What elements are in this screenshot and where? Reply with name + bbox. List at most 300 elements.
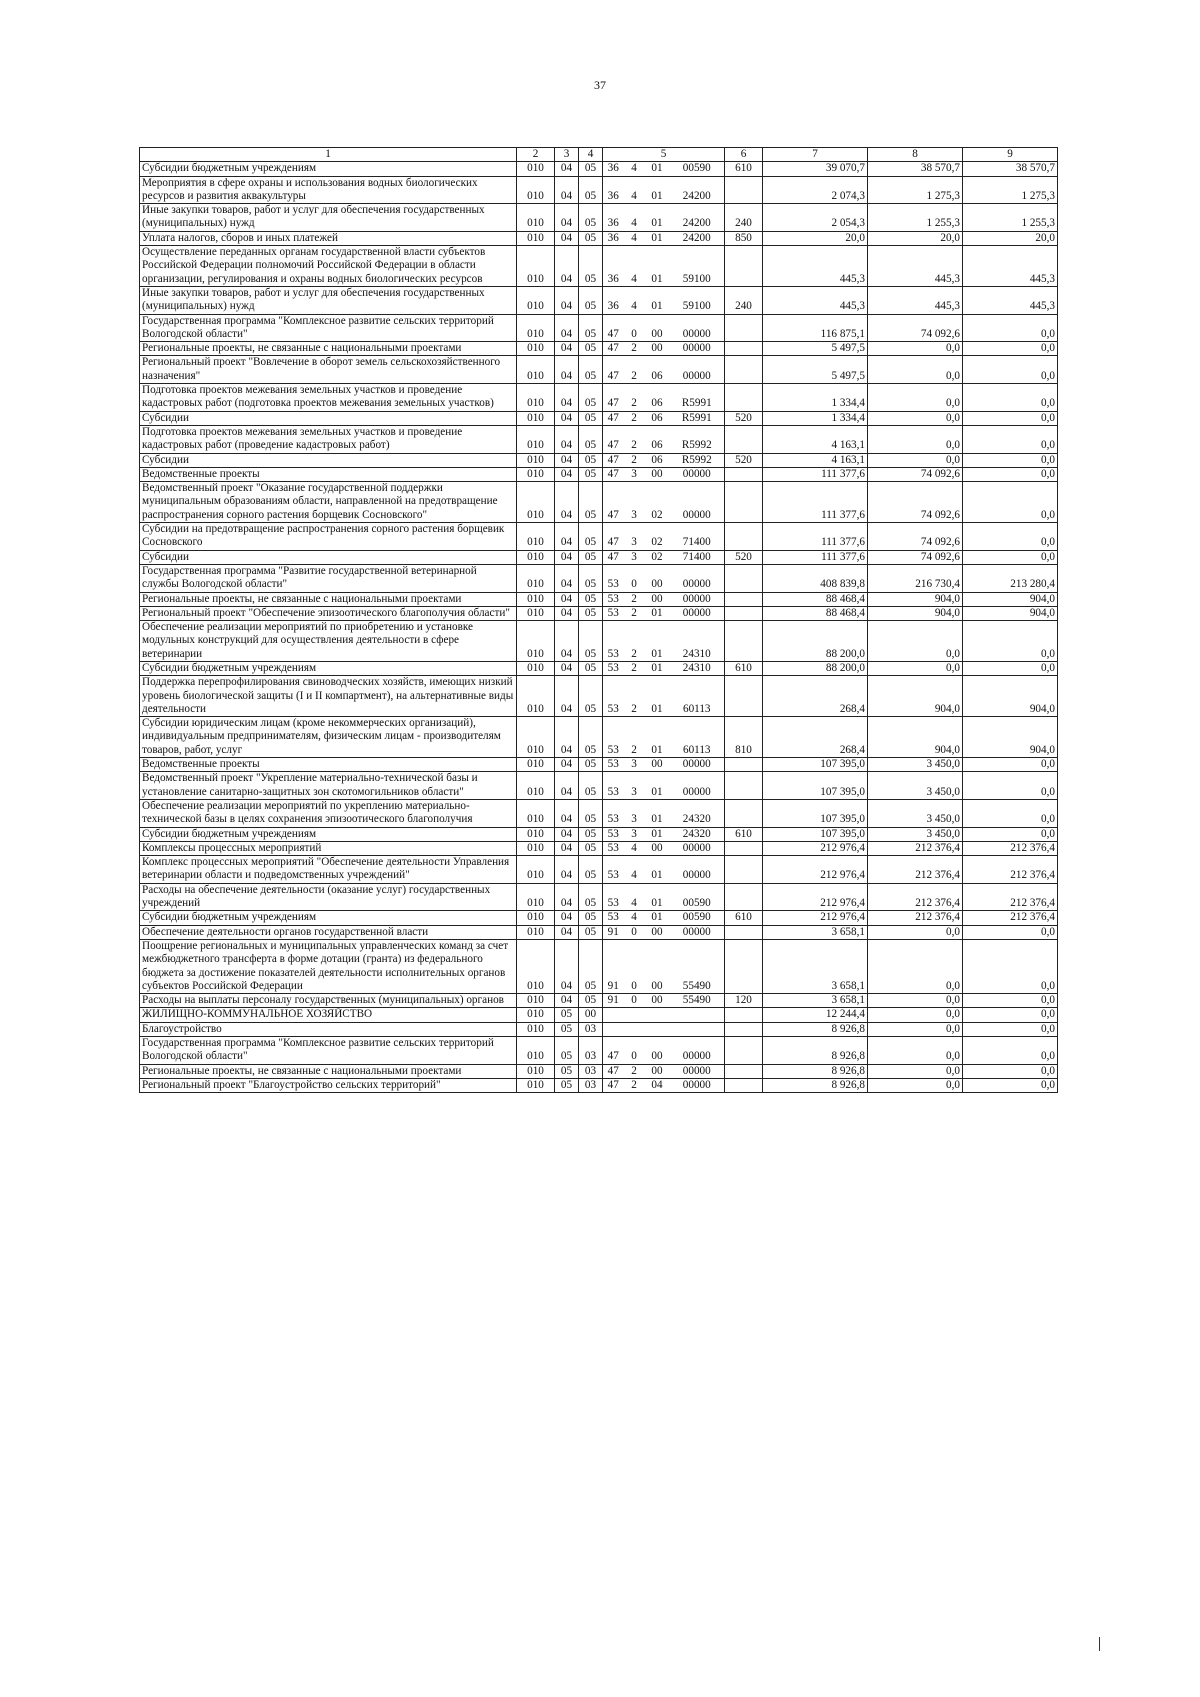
row-code-ministry: 010: [517, 1022, 555, 1036]
row-code-section: 04: [555, 342, 579, 356]
row-value-7: 212 976,4: [763, 911, 868, 925]
row-value-9: 0,0: [963, 1037, 1058, 1065]
row-code-subsection: 05: [579, 799, 603, 827]
row-code-element: 02: [645, 523, 670, 551]
row-value-8: 3 450,0: [868, 799, 963, 827]
row-code-direction: 00000: [670, 342, 725, 356]
row-value-7: 1 334,4: [763, 411, 868, 425]
row-name-cell: Уплата налогов, сборов и иных платежей: [140, 231, 517, 245]
row-code-element: 01: [645, 799, 670, 827]
row-code-type: 2: [624, 621, 645, 662]
row-code-program: 91: [603, 994, 624, 1008]
row-value-9: 0,0: [963, 621, 1058, 662]
col-header-4: 4: [579, 148, 603, 162]
row-name-cell: Иные закупки товаров, работ и услуг для обеспечения государственных (муниципальных) нужд: [140, 204, 517, 232]
row-code-program: 53: [603, 827, 624, 841]
row-code-ministry: 010: [517, 550, 555, 564]
row-code-element: 01: [645, 246, 670, 287]
row-code-ministry: 010: [517, 482, 555, 523]
table-row: [140, 1064, 1058, 1078]
row-code-type: 2: [624, 453, 645, 467]
row-value-7: 8 926,8: [763, 1037, 868, 1065]
row-code-expense-type: [725, 772, 763, 800]
table-row: [140, 799, 1058, 827]
row-code-section: 04: [555, 482, 579, 523]
row-name-cell: Расходы на выплаты персоналу государственных (муниципальных) органов: [140, 994, 517, 1008]
row-code-program: 47: [603, 523, 624, 551]
row-code-subsection: 00: [579, 1008, 603, 1022]
row-code-program: 47: [603, 411, 624, 425]
table-row: [140, 856, 1058, 884]
row-value-9: 904,0: [963, 717, 1058, 758]
row-code-type: 2: [624, 384, 645, 412]
row-code-ministry: 010: [517, 342, 555, 356]
row-value-8: 74 092,6: [868, 523, 963, 551]
row-code-expense-type: [725, 676, 763, 717]
row-code-expense-type: [725, 482, 763, 523]
row-value-8: 0,0: [868, 342, 963, 356]
row-code-expense-type: [725, 592, 763, 606]
row-code-section: 04: [555, 827, 579, 841]
row-code-section: 05: [555, 1008, 579, 1022]
row-value-8: 20,0: [868, 231, 963, 245]
row-value-8: 0,0: [868, 1078, 963, 1092]
row-code-ministry: 010: [517, 162, 555, 176]
row-name-cell: Обеспечение реализации мероприятий по укреплению материально-технической базы в целях сохранения эпизоотического благополучия: [140, 799, 517, 827]
row-code-ministry: 010: [517, 799, 555, 827]
row-code-section: 04: [555, 676, 579, 717]
row-code-program: 53: [603, 564, 624, 592]
row-code-ministry: 010: [517, 911, 555, 925]
row-code-section: 04: [555, 621, 579, 662]
row-value-7: 88 468,4: [763, 592, 868, 606]
row-code-subsection: 03: [579, 1064, 603, 1078]
row-value-8: 904,0: [868, 606, 963, 620]
row-value-8: 212 376,4: [868, 856, 963, 884]
row-value-9: 0,0: [963, 523, 1058, 551]
row-code-element: 01: [645, 176, 670, 204]
row-value-7: 212 976,4: [763, 856, 868, 884]
row-code-ministry: 010: [517, 564, 555, 592]
row-code-ministry: 010: [517, 592, 555, 606]
row-code-section: 04: [555, 286, 579, 314]
row-code-subsection: 05: [579, 411, 603, 425]
row-code-ministry: 010: [517, 425, 555, 453]
row-code-expense-type: [725, 841, 763, 855]
row-code-subsection: 05: [579, 467, 603, 481]
col-header-2: 2: [517, 148, 555, 162]
row-code-type: 4: [624, 176, 645, 204]
row-value-7: 111 377,6: [763, 523, 868, 551]
row-value-9: 0,0: [963, 799, 1058, 827]
row-code-type: 2: [624, 1064, 645, 1078]
row-code-ministry: 010: [517, 356, 555, 384]
row-value-9: 0,0: [963, 827, 1058, 841]
row-code-section: 04: [555, 939, 579, 993]
row-code-expense-type: [725, 939, 763, 993]
table-row: [140, 592, 1058, 606]
row-code-section: 04: [555, 453, 579, 467]
row-value-7: 107 395,0: [763, 772, 868, 800]
row-code-ministry: 010: [517, 883, 555, 911]
row-code-program: [603, 1008, 624, 1022]
table-row: [140, 661, 1058, 675]
row-value-9: 0,0: [963, 1064, 1058, 1078]
row-code-type: 2: [624, 717, 645, 758]
table-row: [140, 204, 1058, 232]
row-code-program: 53: [603, 856, 624, 884]
table-row: [140, 384, 1058, 412]
row-value-8: 212 376,4: [868, 883, 963, 911]
row-name-cell: Государственная программа "Комплексное развитие сельских территорий Вологодской области": [140, 314, 517, 342]
row-value-7: 8 926,8: [763, 1078, 868, 1092]
row-value-7: 111 377,6: [763, 550, 868, 564]
row-code-expense-type: [725, 356, 763, 384]
row-value-9: 213 280,4: [963, 564, 1058, 592]
row-code-element: 01: [645, 717, 670, 758]
row-value-7: 8 926,8: [763, 1022, 868, 1036]
row-code-section: 04: [555, 564, 579, 592]
row-value-7: 5 497,5: [763, 356, 868, 384]
row-name-cell: Подготовка проектов межевания земельных участков и проведение кадастровых работ (проведение кадастровых работ): [140, 425, 517, 453]
row-name-cell: Иные закупки товаров, работ и услуг для обеспечения государственных (муниципальных) нужд: [140, 286, 517, 314]
row-code-direction: R5991: [670, 384, 725, 412]
row-value-8: 3 450,0: [868, 758, 963, 772]
row-name-cell: Осуществление переданных органам государственной власти субъектов Российской Федерации полномочий Российской Федерации в области организации, регулирования и охраны водных биологических ресурсов: [140, 246, 517, 287]
row-code-ministry: 010: [517, 523, 555, 551]
row-code-program: 53: [603, 606, 624, 620]
row-code-subsection: 05: [579, 827, 603, 841]
row-code-expense-type: 610: [725, 827, 763, 841]
col-header-7: 7: [763, 148, 868, 162]
row-code-direction: 24320: [670, 827, 725, 841]
row-value-9: 0,0: [963, 925, 1058, 939]
row-code-direction: [670, 1008, 725, 1022]
row-name-cell: Поощрение региональных и муниципальных управленческих команд за счет межбюджетного трансферта в форме дотации (гранта) из федерального бюджета за достижение показателей деятельности исполнительных органов субъектов Российской Федерации: [140, 939, 517, 993]
row-code-expense-type: [725, 1078, 763, 1092]
row-value-8: 38 570,7: [868, 162, 963, 176]
row-value-9: 20,0: [963, 231, 1058, 245]
row-value-9: 0,0: [963, 384, 1058, 412]
row-code-subsection: 05: [579, 204, 603, 232]
row-name-cell: Региональный проект "Вовлечение в оборот земель сельскохозяйственного назначения": [140, 356, 517, 384]
row-code-ministry: 010: [517, 939, 555, 993]
row-value-7: 107 395,0: [763, 799, 868, 827]
row-code-expense-type: 810: [725, 717, 763, 758]
row-code-expense-type: [725, 883, 763, 911]
row-value-9: 0,0: [963, 482, 1058, 523]
row-code-section: 04: [555, 856, 579, 884]
row-code-element: 00: [645, 841, 670, 855]
row-code-type: 4: [624, 162, 645, 176]
row-value-9: 0,0: [963, 1008, 1058, 1022]
row-value-7: 268,4: [763, 717, 868, 758]
table-row: [140, 342, 1058, 356]
table-row: [140, 467, 1058, 481]
row-name-cell: Субсидии бюджетным учреждениям: [140, 162, 517, 176]
row-code-type: 4: [624, 883, 645, 911]
row-value-9: 0,0: [963, 411, 1058, 425]
row-code-type: [624, 1022, 645, 1036]
row-value-8: 0,0: [868, 1064, 963, 1078]
row-code-expense-type: [725, 564, 763, 592]
row-code-type: 3: [624, 550, 645, 564]
row-code-subsection: 03: [579, 1078, 603, 1092]
row-code-type: 2: [624, 676, 645, 717]
row-code-program: 53: [603, 592, 624, 606]
row-code-program: 53: [603, 883, 624, 911]
table-row: [140, 676, 1058, 717]
row-code-type: 3: [624, 482, 645, 523]
row-code-expense-type: [725, 1064, 763, 1078]
row-code-program: 53: [603, 717, 624, 758]
row-value-8: 0,0: [868, 939, 963, 993]
row-code-direction: 00000: [670, 841, 725, 855]
row-code-direction: R5991: [670, 411, 725, 425]
row-code-program: 47: [603, 550, 624, 564]
row-name-cell: ЖИЛИЩНО-КОММУНАЛЬНОЕ ХОЗЯЙСТВО: [140, 1008, 517, 1022]
row-code-type: [624, 1008, 645, 1022]
row-code-section: 05: [555, 1022, 579, 1036]
row-code-subsection: 05: [579, 342, 603, 356]
row-value-8: 216 730,4: [868, 564, 963, 592]
row-code-subsection: 05: [579, 939, 603, 993]
row-code-program: 47: [603, 1078, 624, 1092]
row-code-ministry: 010: [517, 1078, 555, 1092]
row-code-expense-type: 610: [725, 911, 763, 925]
row-code-subsection: 05: [579, 772, 603, 800]
table-row: [140, 356, 1058, 384]
row-code-type: 4: [624, 841, 645, 855]
row-code-program: 47: [603, 453, 624, 467]
row-code-section: 04: [555, 606, 579, 620]
row-code-element: 01: [645, 676, 670, 717]
row-value-7: 268,4: [763, 676, 868, 717]
row-code-element: 01: [645, 911, 670, 925]
row-value-7: 5 497,5: [763, 342, 868, 356]
row-name-cell: Региональные проекты, не связанные с национальными проектами: [140, 1064, 517, 1078]
row-value-8: 3 450,0: [868, 772, 963, 800]
table-row: [140, 286, 1058, 314]
row-code-type: 3: [624, 758, 645, 772]
row-code-direction: 00000: [670, 606, 725, 620]
row-code-subsection: 05: [579, 176, 603, 204]
row-code-expense-type: [725, 467, 763, 481]
row-code-element: 00: [645, 467, 670, 481]
row-value-8: 0,0: [868, 425, 963, 453]
table-row: [140, 162, 1058, 176]
row-code-program: 53: [603, 661, 624, 675]
row-name-cell: Субсидии бюджетным учреждениям: [140, 827, 517, 841]
row-code-program: 47: [603, 467, 624, 481]
row-code-element: 06: [645, 411, 670, 425]
row-code-expense-type: [725, 523, 763, 551]
row-code-subsection: 05: [579, 676, 603, 717]
row-code-direction: 55490: [670, 939, 725, 993]
row-code-direction: 00000: [670, 925, 725, 939]
table-row: [140, 523, 1058, 551]
row-code-ministry: 010: [517, 621, 555, 662]
row-name-cell: Субсидии юридическим лицам (кроме некоммерческих организаций), индивидуальным предпринимателям, физическим лицам - производителям товаров, работ, услуг: [140, 717, 517, 758]
col-header-9: 9: [963, 148, 1058, 162]
table-row: [140, 314, 1058, 342]
row-code-expense-type: 850: [725, 231, 763, 245]
row-code-program: 47: [603, 342, 624, 356]
row-code-element: [645, 1008, 670, 1022]
row-code-expense-type: [725, 342, 763, 356]
table-row: [140, 1037, 1058, 1065]
row-code-type: 4: [624, 204, 645, 232]
row-value-7: 3 658,1: [763, 925, 868, 939]
row-code-direction: 24200: [670, 204, 725, 232]
row-code-expense-type: [725, 384, 763, 412]
row-name-cell: Поддержка перепрофилирования свиноводческих хозяйств, имеющих низкий уровень биологической защиты (I и II компартмент), на альтернативные виды деятельности: [140, 676, 517, 717]
row-code-element: 00: [645, 758, 670, 772]
row-value-7: 39 070,7: [763, 162, 868, 176]
row-code-type: 2: [624, 1078, 645, 1092]
row-code-program: 36: [603, 162, 624, 176]
row-code-expense-type: [725, 621, 763, 662]
table-row: [140, 606, 1058, 620]
row-code-direction: 00000: [670, 592, 725, 606]
row-code-program: 53: [603, 621, 624, 662]
row-code-program: [603, 1022, 624, 1036]
row-value-7: 88 468,4: [763, 606, 868, 620]
row-code-subsection: 05: [579, 564, 603, 592]
table-row: [140, 827, 1058, 841]
row-code-element: 00: [645, 592, 670, 606]
row-code-program: 53: [603, 758, 624, 772]
row-code-subsection: 05: [579, 661, 603, 675]
row-code-direction: R5992: [670, 425, 725, 453]
row-code-subsection: 05: [579, 550, 603, 564]
row-value-9: 0,0: [963, 1022, 1058, 1036]
row-code-subsection: 05: [579, 425, 603, 453]
row-code-section: 04: [555, 384, 579, 412]
row-code-subsection: 05: [579, 856, 603, 884]
row-value-8: 445,3: [868, 246, 963, 287]
row-code-ministry: 010: [517, 176, 555, 204]
row-name-cell: Государственная программа "Комплексное развитие сельских территорий Вологодской области": [140, 1037, 517, 1065]
table-row: [140, 411, 1058, 425]
col-header-6: 6: [725, 148, 763, 162]
row-code-program: 53: [603, 772, 624, 800]
col-header-1: 1: [140, 148, 517, 162]
row-code-program: 47: [603, 356, 624, 384]
row-code-type: 3: [624, 523, 645, 551]
row-code-direction: 00000: [670, 1064, 725, 1078]
row-code-expense-type: [725, 758, 763, 772]
row-code-element: 01: [645, 162, 670, 176]
row-code-subsection: 05: [579, 883, 603, 911]
row-name-cell: Комплекс процессных мероприятий "Обеспечение деятельности Управления ветеринарии области и подведомственных учреждений": [140, 856, 517, 884]
row-code-section: 04: [555, 246, 579, 287]
row-code-ministry: 010: [517, 1037, 555, 1065]
row-value-7: 88 200,0: [763, 621, 868, 662]
row-code-section: 04: [555, 467, 579, 481]
row-code-section: 04: [555, 314, 579, 342]
row-code-element: 01: [645, 286, 670, 314]
row-value-7: 107 395,0: [763, 758, 868, 772]
row-code-direction: 00000: [670, 1078, 725, 1092]
row-value-8: 74 092,6: [868, 550, 963, 564]
row-code-program: 47: [603, 1064, 624, 1078]
row-code-section: 04: [555, 883, 579, 911]
row-value-7: 408 839,8: [763, 564, 868, 592]
table-row: [140, 841, 1058, 855]
row-code-ministry: 010: [517, 411, 555, 425]
table-row: [140, 758, 1058, 772]
table-row: [140, 425, 1058, 453]
row-code-type: 4: [624, 856, 645, 884]
row-code-element: 00: [645, 925, 670, 939]
row-code-direction: 00000: [670, 482, 725, 523]
row-name-cell: Подготовка проектов межевания земельных участков и проведение кадастровых работ (подготовка проектов межевания земельных участков): [140, 384, 517, 412]
row-code-direction: 55490: [670, 994, 725, 1008]
row-code-element: 01: [645, 827, 670, 841]
row-value-7: 2 074,3: [763, 176, 868, 204]
row-value-9: 904,0: [963, 606, 1058, 620]
row-code-section: 04: [555, 592, 579, 606]
row-code-element: 01: [645, 772, 670, 800]
row-code-element: 02: [645, 550, 670, 564]
row-code-direction: 24200: [670, 176, 725, 204]
row-value-9: 0,0: [963, 758, 1058, 772]
row-name-cell: Субсидии: [140, 453, 517, 467]
col-header-5: 5: [603, 148, 725, 162]
row-code-expense-type: 520: [725, 550, 763, 564]
row-code-program: 53: [603, 911, 624, 925]
row-code-element: 00: [645, 1064, 670, 1078]
row-code-element: 01: [645, 621, 670, 662]
table-row: [140, 453, 1058, 467]
row-value-7: 20,0: [763, 231, 868, 245]
row-value-9: 0,0: [963, 661, 1058, 675]
table-row: [140, 621, 1058, 662]
row-value-8: 74 092,6: [868, 482, 963, 523]
row-value-8: 0,0: [868, 994, 963, 1008]
row-code-ministry: 010: [517, 384, 555, 412]
row-value-9: 0,0: [963, 550, 1058, 564]
row-name-cell: Региональные проекты, не связанные с национальными проектами: [140, 592, 517, 606]
row-code-expense-type: 610: [725, 162, 763, 176]
row-code-expense-type: [725, 799, 763, 827]
row-name-cell: Благоустройство: [140, 1022, 517, 1036]
row-code-direction: 00000: [670, 758, 725, 772]
row-value-7: 1 334,4: [763, 384, 868, 412]
row-value-7: 8 926,8: [763, 1064, 868, 1078]
row-code-direction: 60113: [670, 717, 725, 758]
row-value-7: 445,3: [763, 246, 868, 287]
row-code-section: 04: [555, 425, 579, 453]
row-code-type: 4: [624, 286, 645, 314]
row-code-section: 04: [555, 911, 579, 925]
row-code-program: 36: [603, 246, 624, 287]
row-code-expense-type: [725, 1022, 763, 1036]
row-name-cell: Обеспечение реализации мероприятий по приобретению и установке модульных конструкций для осуществления деятельности в сфере ветеринарии: [140, 621, 517, 662]
row-code-ministry: 010: [517, 453, 555, 467]
row-code-program: 53: [603, 841, 624, 855]
row-code-program: 47: [603, 482, 624, 523]
row-value-9: 0,0: [963, 342, 1058, 356]
table-row: [140, 176, 1058, 204]
row-code-direction: 00000: [670, 1037, 725, 1065]
row-code-program: 47: [603, 1037, 624, 1065]
row-value-8: 904,0: [868, 676, 963, 717]
row-code-section: 04: [555, 176, 579, 204]
row-value-8: 0,0: [868, 1008, 963, 1022]
row-code-ministry: 010: [517, 467, 555, 481]
